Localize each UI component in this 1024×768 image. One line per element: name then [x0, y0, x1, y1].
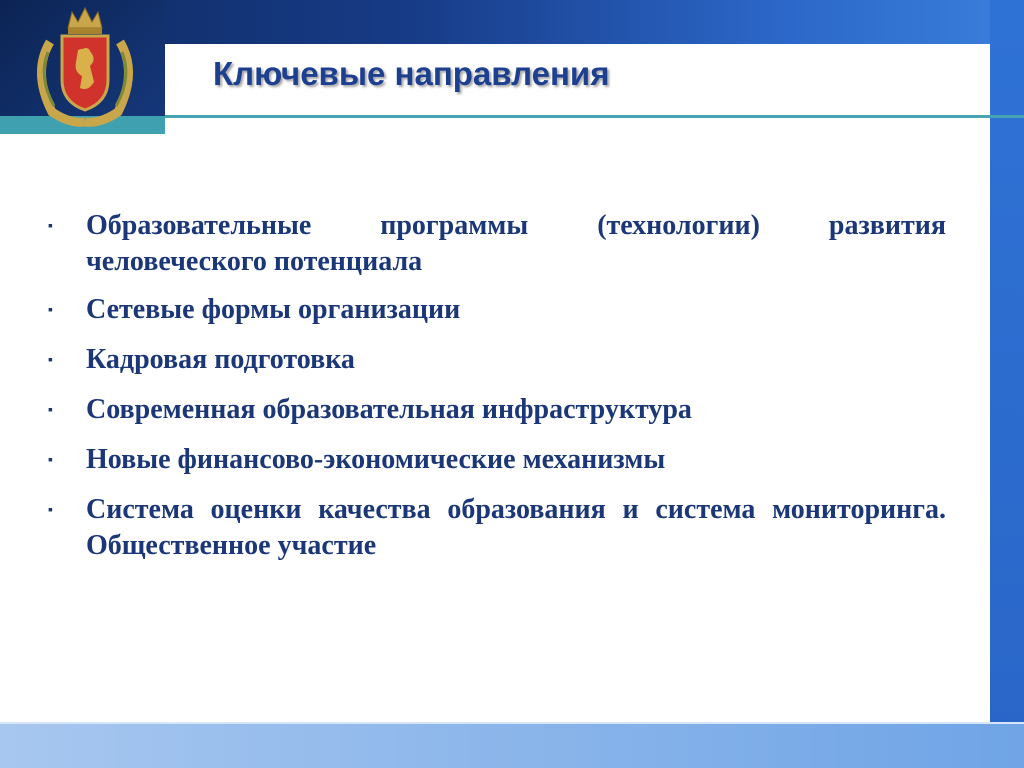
bullet-icon: ▪: [48, 219, 53, 234]
list-item-text: Система оценки качества образования и система мониторинга. Общественное участие: [86, 494, 946, 561]
bullet-icon: ▪: [48, 303, 53, 318]
list-item-text: Образовательные программы (технологии) развития человеческого потенциала: [86, 210, 946, 277]
list-item: [48, 208, 946, 280]
title-divider: [165, 115, 1024, 118]
bullet-icon: ▪: [48, 353, 53, 368]
list-item-text: Сетевые формы организации: [86, 294, 461, 325]
list-item-text: Современная образовательная инфраструктура: [86, 394, 692, 425]
list-item: [48, 492, 946, 564]
bullet-icon: ▪: [48, 453, 53, 468]
list-item-text: Новые финансово-экономические механизмы: [86, 444, 666, 475]
bottom-band: [0, 724, 1024, 768]
list-item-text: Кадровая подготовка: [86, 344, 355, 375]
bullet-list: [48, 208, 946, 576]
coat-of-arms-icon: [30, 2, 140, 128]
list-item: [48, 442, 946, 480]
right-accent-bar: [990, 0, 1024, 750]
bullet-icon: ▪: [48, 503, 53, 518]
page-title: Ключевые направления: [213, 55, 610, 92]
bullet-icon: ▪: [48, 403, 53, 418]
list-item: [48, 392, 946, 430]
list-item: [48, 342, 946, 380]
list-item: [48, 292, 946, 330]
